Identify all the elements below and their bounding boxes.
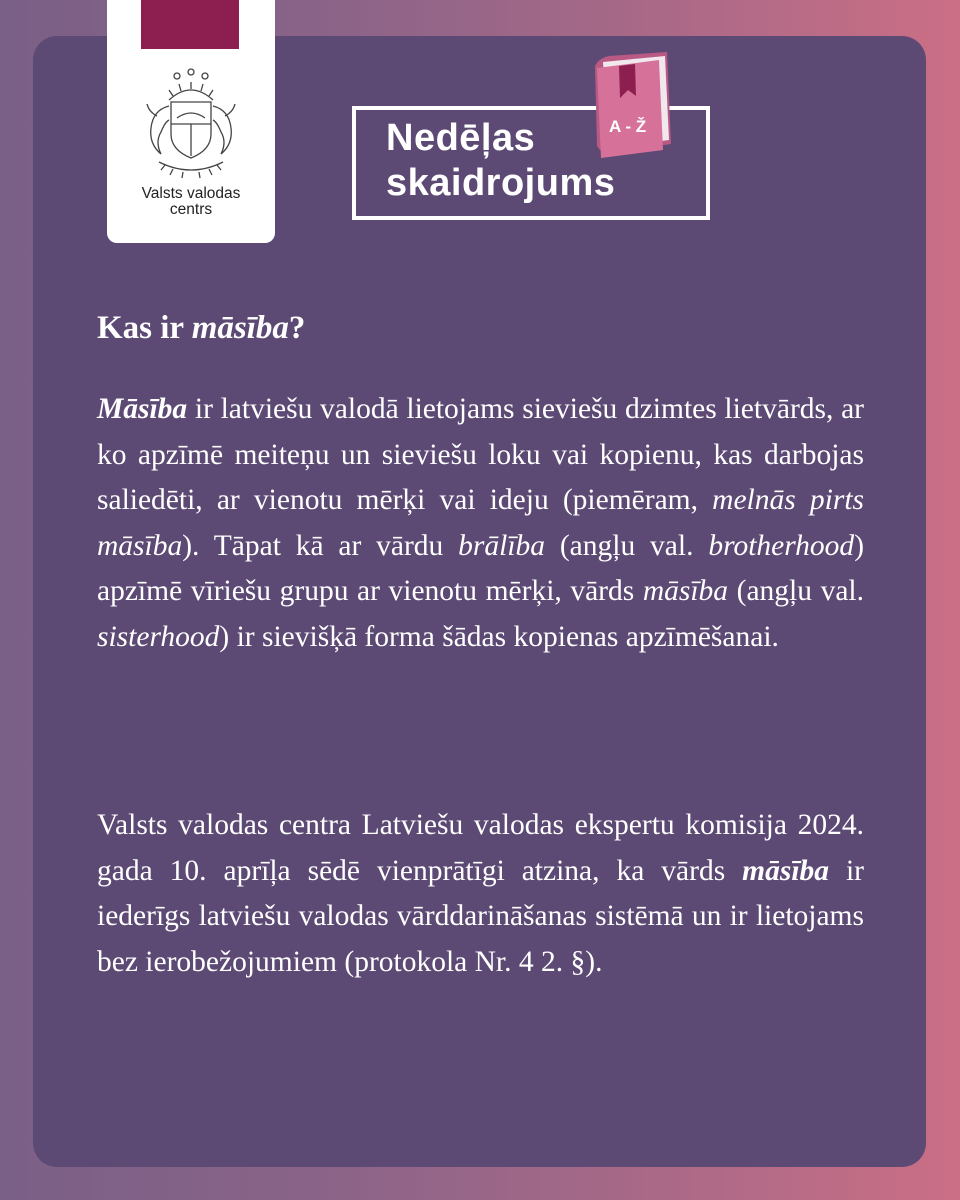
- logo-color-bar: [141, 0, 239, 49]
- decision-text: Valsts valodas centra Latviešu valodas ekspertu komisija 2024. gada 10. aprīļa sēdē vienprātīgi atzina, ka vārds: [97, 809, 864, 887]
- heading-suffix: ?: [288, 310, 306, 346]
- english-sisterhood: sisterhood: [97, 620, 220, 653]
- definition-paragraph: [97, 387, 864, 660]
- definition-text: ). Tāpat kā ar vārdu: [182, 529, 459, 562]
- term-masiba-bold: māsība: [742, 854, 830, 887]
- coat-of-arms-icon: [139, 62, 243, 180]
- heading-prefix: Kas ir: [97, 310, 192, 346]
- book-icon-label: A - Ž: [609, 117, 647, 136]
- definition-text: ) apzīmē vīriešu grupu ar vienotu mērķi, vārds: [97, 529, 865, 607]
- definition-text: ir latviešu valodā lietojams sieviešu dzimtes lietvārds, ar ko apzīmē meiteņu un sieviešu loku vai kopienu, kas darbojas saliedēti, ar vienotu mērķi vai ideju (piemēram,: [97, 393, 864, 516]
- vvc-logo: [107, 0, 275, 243]
- commission-decision-paragraph: [97, 803, 864, 985]
- series-title-line2: skaidrojums: [386, 162, 616, 204]
- term-masiba-inline: māsība: [642, 575, 729, 607]
- org-name-line1: Valsts valodas: [141, 185, 241, 202]
- heading-term: māsība: [191, 310, 289, 346]
- definition-text: (angļu val.: [728, 575, 864, 607]
- english-brotherhood: brotherhood: [708, 529, 855, 562]
- org-name-line2: centrs: [169, 201, 213, 218]
- definition-text: (angļu val.: [545, 529, 709, 562]
- organization-name: [107, 186, 275, 218]
- term-masiba: Māsība: [97, 393, 188, 425]
- series-title-line1: Nedēļas: [386, 117, 536, 159]
- decision-text: ir iederīgs latviešu valodas vārddarināšanas sistēmā un ir lietojams bez ierobežojumiem (protokola Nr. 4 2. §).: [97, 854, 864, 978]
- page-heading: [97, 304, 305, 352]
- example-phrase: melnās pirts māsība: [97, 484, 864, 562]
- definition-text: ) ir sievišķā forma šādas kopienas apzīmēšanai.: [219, 620, 779, 653]
- dictionary-book-icon: [585, 48, 685, 168]
- term-bralība: brālība: [458, 529, 546, 562]
- series-title: [386, 116, 615, 206]
